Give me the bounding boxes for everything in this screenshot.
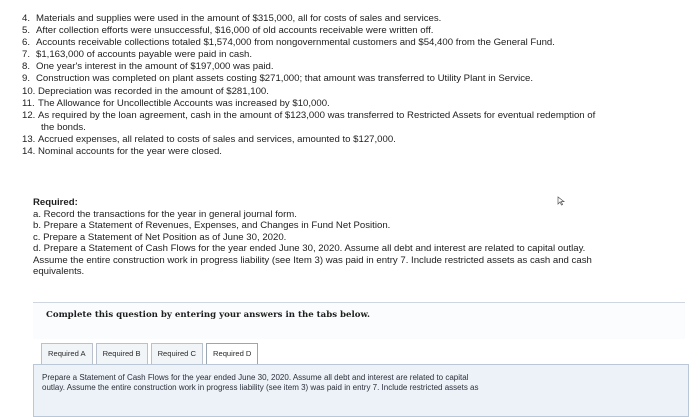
list-item (22, 73, 682, 85)
item-number: 8. (22, 61, 31, 73)
panel-instructions (42, 373, 572, 393)
list-item (22, 13, 682, 25)
required-line: c. Prepare a Statement of Net Position as of June 30, 2020. (33, 231, 287, 243)
list-item (22, 25, 682, 37)
required-section (33, 197, 653, 278)
item-number: 7. (22, 49, 31, 61)
item-number (22, 122, 38, 134)
item-text: $1,163,000 of accounts payable were paid in cash. (36, 49, 253, 61)
item-number: 11. (22, 97, 35, 109)
panel-line: Prepare a Statement of Cash Flows for the year ended June 30, 2020. Assume all debt and interest are related to capital (42, 373, 469, 382)
required-line: a. Record the transactions for the year in general journal form. (33, 208, 297, 220)
item-number: 12. (22, 109, 36, 121)
tab-required-d[interactable]: Required D (206, 343, 258, 364)
tab-panel (33, 364, 689, 417)
required-line: b. Prepare a Statement of Revenues, Expenses, and Changes in Fund Net Position. (33, 220, 391, 231)
list-item (22, 49, 682, 61)
required-line: equivalents. (33, 266, 85, 277)
item-text: After collection efforts were unsuccessful, $16,000 of old accounts receivable were written off. (36, 25, 434, 37)
list-item (22, 98, 682, 110)
list-item (22, 134, 682, 146)
required-line: Assume the entire construction work in progress liability (see Item 3) was paid in entry 7. Include restricted assets as cash and cash (33, 254, 592, 266)
required-line: d. Prepare a Statement of Cash Flows for the year ended June 30, 2020. Assume all debt and interest are related to capital outlay. (33, 243, 586, 254)
transaction-list (22, 13, 682, 158)
list-item (22, 110, 682, 122)
item-number: 6. (22, 37, 31, 49)
item-number: 4. (22, 13, 31, 24)
list-item (22, 37, 682, 49)
item-text: Nominal accounts for the year were closed. (38, 146, 222, 158)
panel-line: outlay. Assume the entire construction work in progress liability (see item 3) was paid in entry 7. Include restricted assets as (42, 383, 479, 392)
item-text: Construction was completed on plant assets costing $271,000; that amount was transferred to Utility Plant in Service. (36, 73, 534, 85)
item-number: 14. (22, 146, 36, 158)
answer-tabs (41, 342, 261, 364)
required-heading: Required: (33, 197, 78, 208)
item-number: 5. (22, 25, 31, 37)
tab-required-a[interactable]: Required A (41, 343, 93, 364)
item-text: Depreciation was recorded in the amount of $281,100. (38, 85, 269, 97)
tab-required-b[interactable]: Required B (96, 343, 148, 364)
item-number: 13. (22, 133, 36, 145)
list-item-continuation (22, 122, 682, 134)
item-text: Accounts receivable collections totaled $1,574,000 from nongovernmental customers and $54,400 from the General Fund. (36, 37, 555, 49)
list-item (22, 61, 682, 73)
instructions-box (33, 302, 685, 339)
item-text: the bonds. (41, 121, 86, 133)
item-text: Materials and supplies were used in the amount of $315,000, all for costs of sales and services. (36, 13, 442, 24)
item-text: Accrued expenses, all related to costs of sales and services, amounted to $127,000. (38, 133, 396, 145)
list-item (22, 86, 682, 98)
item-text: The Allowance for Uncollectible Accounts was increased by $10,000. (38, 97, 330, 109)
item-number: 10. (22, 85, 36, 97)
item-text: One year's interest in the amount of $197,000 was paid. (36, 61, 274, 73)
instructions-text: Complete this question by entering your answers in the tabs below. (46, 310, 371, 320)
tab-required-c[interactable]: Required C (151, 343, 203, 364)
item-number: 9. (22, 73, 31, 85)
item-text: As required by the loan agreement, cash in the amount of $123,000 was transferred to Restricted Assets for eventual redemption of (38, 109, 596, 121)
list-item (22, 146, 682, 158)
